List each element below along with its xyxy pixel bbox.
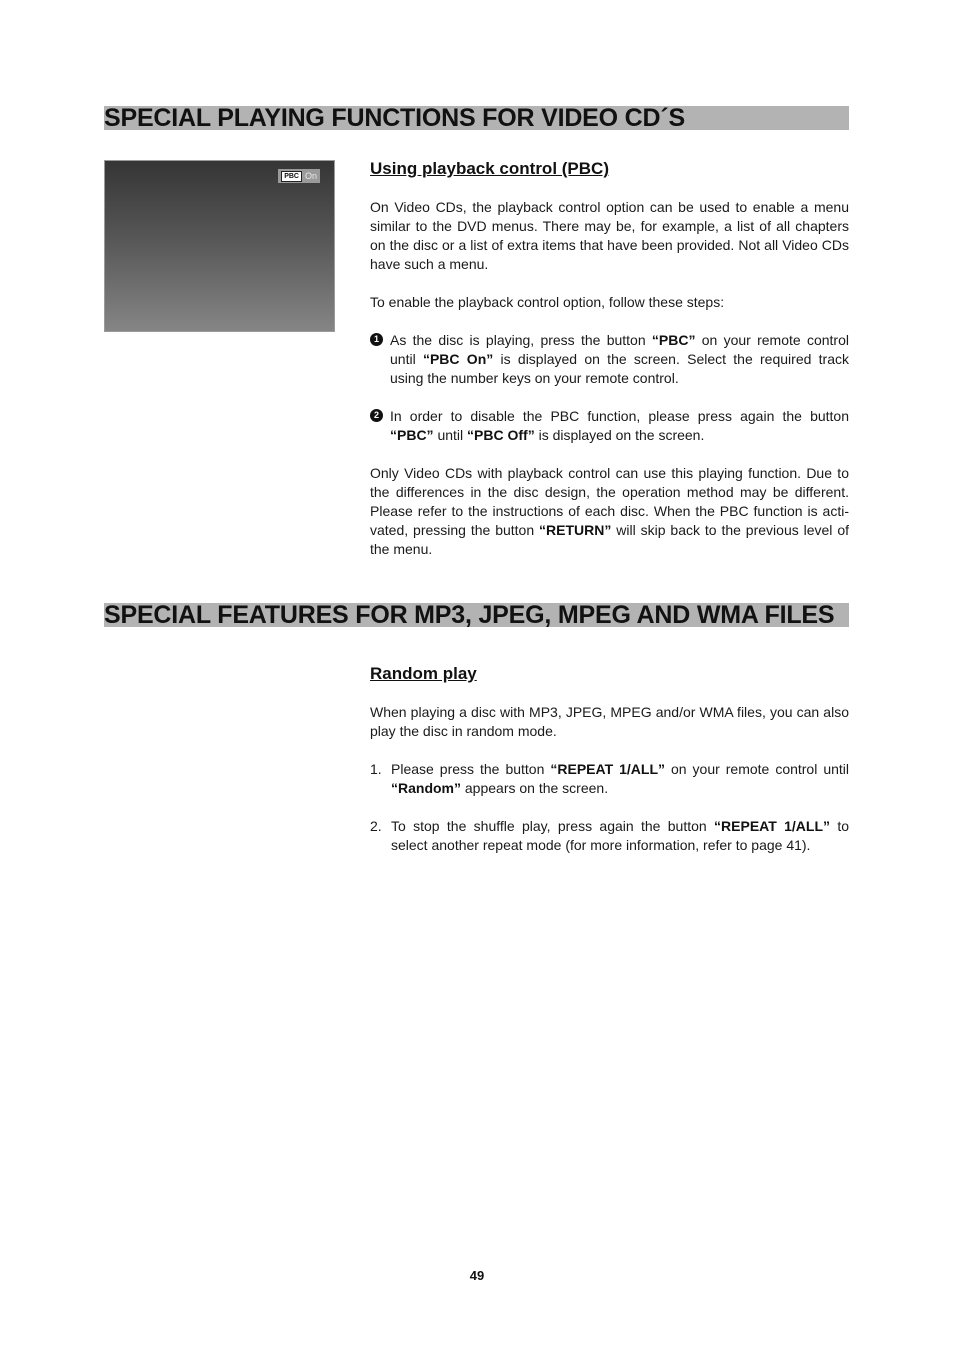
repeat-button-name: “REPEAT 1/ALL” [550, 761, 665, 777]
step-1-marker: 1 [370, 333, 383, 346]
step-1-number: 1. [370, 761, 382, 777]
pbc-subheading: Using playback control (PBC) [370, 159, 609, 178]
step-1-text: As the disc is playing, press the button [390, 332, 652, 348]
random-label: “Random” [391, 780, 461, 796]
step-2-text: until [433, 427, 468, 443]
tv-screen-illustration [104, 160, 335, 332]
pbc-osd-indicator [278, 169, 320, 183]
pbc-button-name: “PBC” [390, 427, 434, 443]
random-step-1-text: Please press the button [391, 761, 551, 777]
step-2-text: is displayed on the screen. [534, 427, 705, 443]
step-2-marker: 2 [370, 409, 383, 422]
section-2-title: SPECIAL FEATURES FOR MP3, JPEG, MPEG AND WMA FILES [104, 601, 835, 629]
random-play-subheading: Random play [370, 664, 477, 683]
random-step-1-text: appears on the screen. [461, 780, 609, 796]
pbc-steps-intro: To enable the playback control option, follow these steps: [370, 294, 725, 310]
repeat-button-name: “REPEAT 1/ALL” [714, 818, 830, 834]
random-step-2-text: to select another repeat mode (for more information, refer to page 41). [391, 818, 849, 853]
pbc-on-label: “PBC On” [422, 351, 494, 367]
section-2-content [370, 663, 849, 855]
pbc-off-label: “PBC Off” [467, 427, 535, 443]
random-step-1 [370, 760, 849, 798]
pbc-button-name: “PBC” [651, 332, 696, 348]
step-2-text: In order to disable the PBC function, please press again the button [390, 408, 849, 424]
section-1-title: SPECIAL PLAYING FUNCTIONS FOR VIDEO CD´S [104, 104, 685, 132]
random-step-2 [370, 817, 849, 855]
random-step-2-text: To stop the shuffle play, press again the button [391, 818, 715, 834]
page-number: 49 [469, 1268, 485, 1283]
step-2-number: 2. [370, 818, 382, 834]
pbc-icon: PBC [281, 171, 302, 182]
pbc-step-1 [370, 331, 849, 388]
random-step-1-text: on your remote control until [665, 761, 849, 777]
random-intro-paragraph: When playing a disc with MP3, JPEG, MPEG and/or WMA files, you can also play the disc in random mode. [370, 704, 849, 739]
closing-text: will skip back to the previous level of the menu. [370, 522, 849, 557]
return-button-name: “RETURN” [539, 522, 612, 538]
pbc-state-text: On [304, 171, 317, 181]
pbc-closing-paragraph [370, 464, 849, 559]
section-1-content [370, 158, 849, 559]
step-1-text: is displayed on the screen. Select the required track using the number keys on your remote control. [390, 351, 850, 386]
closing-text: Only Video CDs with playback control can use this playing function. Due to the differences in the disc design, the operation method may be different. Please refer to the instructions of each disc. When the PBC function is acti-vated, pressing the button [370, 465, 849, 538]
pbc-step-2 [370, 407, 849, 445]
pbc-intro-paragraph: On Video CDs, the playback control option can be used to enable a menu similar to the DVD menus. There may be, for example, a list of all chapters on the disc or a list of extra items that have been provided. Not all Video CDs have such a menu. [370, 199, 849, 272]
step-1-text: on your remote control until [390, 332, 849, 367]
